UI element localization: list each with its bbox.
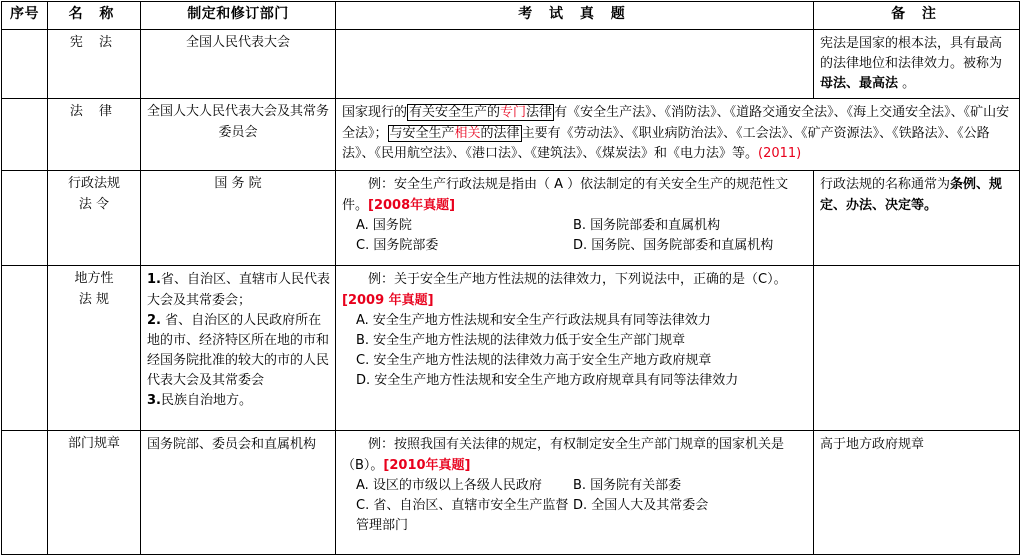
department-list xyxy=(141,266,335,415)
list-number: 3. xyxy=(147,393,161,409)
quiz-option: C. 安全生产地方性法规的法律效力高于安全生产地方政府规章 xyxy=(356,352,712,368)
quiz-option: A. 国务院 xyxy=(356,217,412,233)
quiz-stem-wrap xyxy=(342,435,808,475)
law-name-line2: 法 规 xyxy=(78,292,110,308)
quiz-option-row xyxy=(342,476,808,496)
cell-note xyxy=(814,171,1020,266)
note-suffix: 等。 xyxy=(911,197,938,213)
quiz-boxed-related-laws xyxy=(388,125,522,142)
note-text xyxy=(814,171,1019,219)
department-list-item xyxy=(147,311,330,392)
boxed-highlight: 相关 xyxy=(454,125,481,141)
boxed-suffix: 的法律 xyxy=(480,125,520,141)
cell-quiz xyxy=(336,171,814,266)
quiz-stem: 例：关于安全生产地方性法规的法律效力，下列说法中，正确的是（C）。 xyxy=(368,272,787,288)
quiz-option: D. 全国人大及其常委会 xyxy=(572,497,709,513)
department-text: 全国人大人民代表大会及其常务委员会 xyxy=(146,104,329,141)
department-text: 国务院部、委员会和直属机构 xyxy=(147,437,317,453)
quiz-option-row xyxy=(342,351,808,371)
cell-name xyxy=(48,30,141,99)
cell-no xyxy=(2,171,48,266)
cell-department xyxy=(141,431,336,555)
quiz-seg-1: 国家现行的 xyxy=(342,105,408,121)
quiz-option-row xyxy=(342,236,808,256)
law-name: 宪 法 xyxy=(69,35,119,50)
quiz-stem-wrap xyxy=(342,270,808,310)
quiz-option-row xyxy=(342,496,808,536)
quiz-body xyxy=(336,171,813,260)
table-row xyxy=(2,30,1020,99)
note-emphasis: 母法、最高法 xyxy=(820,76,899,92)
cell-quiz xyxy=(336,266,814,431)
list-number: 1. xyxy=(147,272,161,288)
table-row xyxy=(2,99,1020,171)
department-text: 全国人民代表大会 xyxy=(185,35,290,50)
note-text xyxy=(814,30,1019,98)
cell-note xyxy=(814,266,1020,431)
cell-no xyxy=(2,30,48,99)
department-text: 国 务 院 xyxy=(214,176,262,192)
cell-no xyxy=(2,431,48,555)
quiz-option-row xyxy=(342,331,808,351)
law-name-line1: 地方性 xyxy=(74,271,114,287)
quiz-option-row xyxy=(342,371,808,391)
note-emphasis: 条例、规定、办法、决定 xyxy=(820,177,1003,213)
table-header xyxy=(2,2,1020,30)
quiz-option: B. 国务院有关部委 xyxy=(572,477,682,493)
quiz-year-mark: (2011) xyxy=(758,145,802,161)
cell-no xyxy=(2,99,48,171)
quiz-option: B. 国务院部委和直属机构 xyxy=(572,217,721,233)
law-name: 部门规章 xyxy=(67,436,120,452)
cell-department xyxy=(141,171,336,266)
quiz-year-tag: [2008年真题] xyxy=(368,197,456,213)
quiz-option: C. 国务院部委 xyxy=(356,237,439,253)
quiz-option: A. 安全生产地方性法规和安全生产行政法规具有同等法律效力 xyxy=(356,312,711,328)
law-name: 法 律 xyxy=(69,104,119,120)
document-sheet xyxy=(0,1,1020,553)
law-name-line1: 行政法规 xyxy=(67,176,120,192)
quiz-option: D. 安全生产地方性法规和安全生产地方政府规章具有同等法律效力 xyxy=(356,373,739,389)
quiz-body xyxy=(336,431,813,540)
quiz-option: D. 国务院、国务院部委和直属机构 xyxy=(572,237,774,253)
list-number: 2. xyxy=(147,312,161,328)
list-text: 民族自治地方。 xyxy=(160,393,252,409)
table-row xyxy=(2,266,1020,431)
quiz-boxed-special-laws xyxy=(407,104,554,121)
note-prefix: 行政法规的名称通常为 xyxy=(820,177,951,193)
quiz-body xyxy=(336,99,1019,167)
cell-no xyxy=(2,266,48,431)
table-row xyxy=(2,171,1020,266)
cell-quiz xyxy=(336,431,814,555)
cell-quiz xyxy=(336,99,1020,171)
column-header-no: 序号 xyxy=(2,2,48,30)
table-body xyxy=(2,30,1020,555)
list-text: 省、自治区、直辖市人民代表大会及其常委会； xyxy=(147,272,330,308)
table-header-row xyxy=(2,2,1020,30)
column-header-quiz: 考 试 真 题 xyxy=(336,2,814,30)
cell-department xyxy=(141,266,336,431)
quiz-year-tag: [2010年真题] xyxy=(383,457,471,473)
cell-department xyxy=(141,99,336,171)
cell-note xyxy=(814,30,1020,99)
column-header-department: 制定和修订部门 xyxy=(141,2,336,30)
quiz-option: A. 设区的市级以上各级人民政府 xyxy=(356,477,542,493)
column-header-note: 备 注 xyxy=(814,2,1020,30)
quiz-option: B. 安全生产地方性法规的法律效力低于安全生产部门规章 xyxy=(356,332,686,348)
quiz-option-row xyxy=(342,216,808,236)
cell-name xyxy=(48,171,141,266)
law-name-line2: 法 令 xyxy=(78,197,110,213)
boxed-highlight: 专门 xyxy=(500,105,527,121)
quiz-option: C. 省、自治区、直辖市安全生产监督管理部门 xyxy=(356,497,569,533)
quiz-seg-3: 主要有《劳动法》、《职业病防治法》、《工会法》、《矿产资源法》、《铁路法》、《公路法》、《民用航空法》、《港口法》、《建筑法》、《煤炭法》和《电力法》等。 xyxy=(342,125,990,161)
law-hierarchy-table xyxy=(1,1,1020,555)
note-text: 高于地方政府规章 xyxy=(820,437,925,453)
column-header-name: 名 称 xyxy=(48,2,141,30)
quiz-stem-wrap xyxy=(342,175,808,215)
cell-note xyxy=(814,431,1020,555)
law-name xyxy=(74,269,113,311)
note-text xyxy=(814,266,1019,274)
quiz-body xyxy=(336,266,813,395)
cell-name xyxy=(48,266,141,431)
boxed-prefix: 与安全生产 xyxy=(389,125,455,141)
quiz-stem: 例：按照我国有关法律的规定，有权制定安全生产部门规章的国家机关是（B）。 xyxy=(342,437,785,473)
boxed-suffix: 法律 xyxy=(526,105,553,121)
quiz-option-row xyxy=(342,311,808,331)
boxed-prefix: 有关安全生产的 xyxy=(409,105,501,121)
quiz-year-tag: [2009 年真题] xyxy=(342,292,434,308)
law-name xyxy=(68,174,120,216)
table-row xyxy=(2,431,1020,555)
note-prefix: 宪法是国家的根本法，具有最高的法律地位和法律效力。被称为 xyxy=(820,36,1003,72)
quiz-seg-2: 有《安全生产法》、《消防法》、《道路交通安全法》、《海上交通安全法》、《矿山安全法》； xyxy=(342,105,1010,141)
cell-name xyxy=(48,99,141,171)
quiz-stem: 例：安全生产行政法规是指由（ A ）依法制定的有关安全生产的规范性文件。 xyxy=(342,177,789,213)
department-list-item xyxy=(147,391,330,411)
note-suffix: 。 xyxy=(898,76,916,92)
list-text: 省、自治区的人民政府所在地的市、经济特区所在地的市和经国务院批准的较大的市的人民代表大会及其常委会 xyxy=(147,312,330,389)
cell-quiz xyxy=(336,30,814,99)
cell-name xyxy=(48,431,141,555)
cell-department xyxy=(141,30,336,99)
department-list-item xyxy=(147,270,330,310)
